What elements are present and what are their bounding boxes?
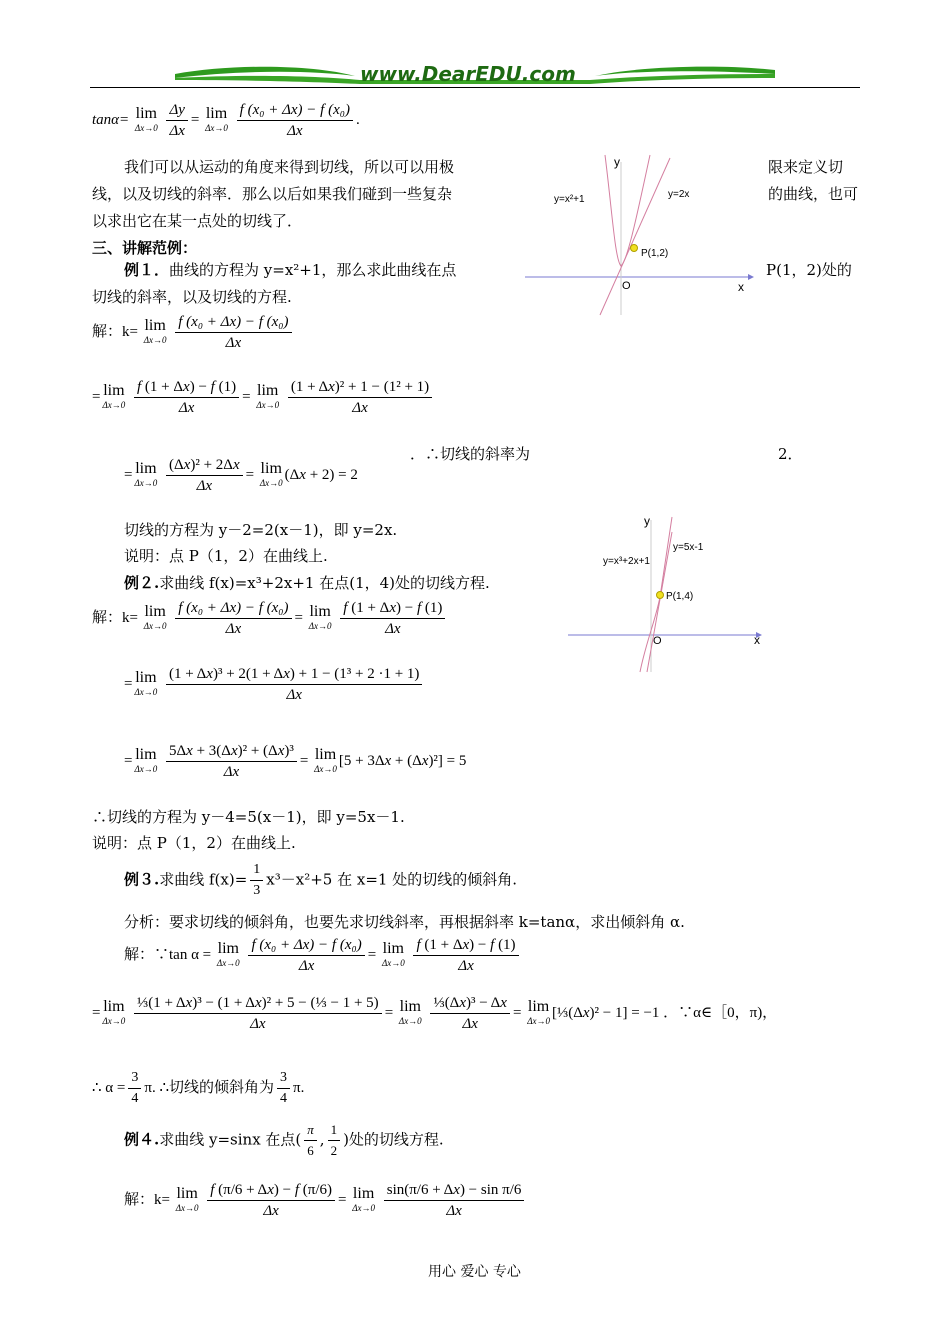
ex2-head: 例２. xyxy=(124,574,160,592)
tan-definition: tanα= lim Δx→0 $\frac{\Delta y}{\Delta x}$ = lim Δx→0 $\frac{\text{f (x₀ + Δx) − f (x₀)}}{\Delta x}$ . xyxy=(92,102,360,139)
ex1-note: 说明：点 P（1，2）在曲线上. xyxy=(124,547,328,565)
section-title: 三、讲解范例： xyxy=(92,239,198,257)
ex3-conclusion-a: ∴ α = xyxy=(92,1079,126,1096)
tan-prefix: tanα= xyxy=(92,111,130,128)
ex1-tangent: 切线的方程为 y－2=2(x－1)，即 y=2x. xyxy=(124,521,398,539)
ex2-solution-1: 解：k= lim Δx→0 $\frac{\text{f (x₀ + Δx) − f (x₀)}}{\Delta x}$ = lim Δx→0 $\frac{f (1 + \Delta x) - f (1)}{\Delta x}$ xyxy=(92,598,448,639)
ex1-solution-3: = lim Δx→0 $\frac{\text{(Δx)² + 2Δx}}{\Delta x}$ = lim Δx→0 (Δx + 2) = 2 xyxy=(124,457,358,494)
ex4-head: 例４. xyxy=(124,1130,160,1149)
ex1-sol-label: 解：k= xyxy=(92,323,138,340)
ex1-line-b: 切线的斜率，以及切线的方程. xyxy=(92,288,292,306)
ex2-solution-3: = lim Δx→0 $\frac{\text{5Δx + 3(Δx)² + (Δx)³}}{\Delta x}$ = lim Δx→0 [5 + 3Δx + (Δx)²] = 5 xyxy=(124,743,467,780)
graph2-point-label: P(1,4) xyxy=(666,591,694,602)
ex3-solution-1: 解：∵tan α = lim Δx→0 $\frac{\text{f (x₀ + Δx) − f (x₀)}}{\Delta x}$ = lim Δx→0 $\frac{f (1 + \Delta x) - f (1)}{\Delta x}$ xyxy=(124,935,522,976)
header-banner xyxy=(170,60,780,90)
graph1-origin: O xyxy=(622,280,631,292)
ex4-text-pre: 求曲线 y=sinx 在点( xyxy=(159,1130,302,1149)
ex3-analysis: 分析：要求切线的倾斜角，也要先求切线斜率，再根据斜率 k=tanα，求出倾斜角 α. xyxy=(124,913,685,931)
intro-line-2: 线，以及切线的斜率．那么以后如果我们碰到一些复杂 xyxy=(92,185,453,203)
ex1-line-a-right: P(1，2)处的 xyxy=(766,261,852,279)
ex3-text-pre: 求曲线 f(x)= xyxy=(159,870,248,889)
ex3-sol-label: 解：∵tan α = xyxy=(124,946,212,963)
ex2-note: 说明：点 P（1，2）在曲线上. xyxy=(92,834,296,852)
graph1-point-label: P(1,2) xyxy=(641,248,669,259)
ex1-solution-2: = lim Δx→0 $\frac{f (1 + \Delta x) - f (1)}{\Delta x}$ = lim Δx→0 $\frac{\text{(1 + Δx)² + 1 − (1² + 1)}}{\Delta x}$ xyxy=(92,377,435,418)
graph-cubic xyxy=(560,512,780,677)
ex4-line: 例４.求曲线 y=sinx 在点( $\frac{\pi}{6}$ , $\frac{1}{2}$ )处的切线方程. xyxy=(124,1122,444,1158)
footer-text: 用心 爱心 专心 xyxy=(428,1264,521,1280)
graph2-y-label: y xyxy=(644,514,650,528)
ex1-head: 例１． xyxy=(124,261,170,279)
ex1-text: 曲线的方程为 y=x²+1，那么求此曲线在点 xyxy=(169,261,457,279)
site-url: www.DearEDU.com xyxy=(360,62,576,86)
header-rule xyxy=(90,87,860,88)
ex2-line xyxy=(124,572,490,593)
ex3-conclusion-c: π. xyxy=(293,1079,305,1096)
graph1-curve-label: y=x²+1 xyxy=(554,194,585,205)
ex3-conclusion-b: π. ∴切线的倾斜角为 xyxy=(144,1079,274,1096)
ex2-solution-2: = lim Δx→0 $\frac{\text{(1 + Δx)³ + 2(1 + Δx) + 1 − (1³ + 2 ·1 + 1)}}{\Delta x}$ xyxy=(124,664,425,705)
graph2-curve-label: y=x³+2x+1 xyxy=(603,556,650,567)
ex1-solution-1: 解：k= lim Δx→0 $\frac{\text{f (x₀ + Δx) − f (x₀)}}{\Delta x}$ xyxy=(92,312,295,353)
intro-line-1-right: 限来定义切 xyxy=(768,158,844,176)
ex2-sol-label: 解：k= xyxy=(92,609,138,626)
graph2-x-label: x xyxy=(754,633,760,647)
intro-line-3: 以求出它在某一点处的切线了． xyxy=(92,212,303,230)
graph-parabola xyxy=(520,150,760,320)
graph1-x-label: x xyxy=(738,280,744,294)
ex4-sol-label: 解：k= xyxy=(124,1191,170,1208)
ex2-text: 求曲线 f(x)=x³+2x+1 在点(1，4)处的切线方程. xyxy=(159,574,490,592)
ex4-text-post: )处的切线方程. xyxy=(343,1130,444,1149)
ex3-text-post: x³－x²+5 在 x=1 处的切线的倾斜角. xyxy=(266,870,517,889)
ex3-solution-2: = lim Δx→0 $\frac{\text{⅓(1 + Δx)³ − (1 + Δx)² + 5 − (⅓ − 1 + 5)}}{\Delta x}$ = lim Δx→0 $\frac{\text{⅓(Δx)³ − Δx}}{\Delta x}$ = lim Δx→0 [⅓(Δx)² − 1] = −1 ．∵α∈［0，π)， xyxy=(92,995,778,1032)
ex3-range: ．∵α∈［0，π)， xyxy=(663,1004,778,1021)
ex4-solution: 解：k= lim Δx→0 $\frac{f (\pi/6 + \Delta x) - f (\pi/6)}{\Delta x}$ = lim Δx→0 $\frac{\text{sin(π/6 + Δx) − sin π/6}}{\Delta x}$ xyxy=(124,1180,527,1221)
graph2-origin: O xyxy=(653,635,662,647)
intro-line-2-right: 的曲线，也可 xyxy=(768,185,859,203)
graph2-line-label: y=5x-1 xyxy=(673,542,704,553)
ex3-conclusion: ∴ α = $\frac{3}{4}$ π. ∴切线的倾斜角为 $\frac{3}{4}$ π. xyxy=(92,1070,305,1106)
graph1-line-label: y=2x xyxy=(668,189,690,200)
ex3-head: 例３. xyxy=(124,870,160,889)
ex3-line: 例３.求曲线 f(x)= $\frac{1}{3}$ x³－x²+5 在 x=1 处的切线的倾斜角. xyxy=(124,862,517,898)
intro-line-1: 我们可以从运动的角度来得到切线，所以可以用极 xyxy=(124,158,455,176)
ex1-slope-value: 2． xyxy=(778,445,803,463)
ex2-tangent: ∴切线的方程为 y－4=5(x－1)，即 y=5x－1. xyxy=(92,808,405,826)
ex1-line-a xyxy=(124,259,456,280)
graph1-y-label: y xyxy=(614,155,620,169)
ex1-slope-text: ．∴切线的斜率为 xyxy=(410,445,531,463)
